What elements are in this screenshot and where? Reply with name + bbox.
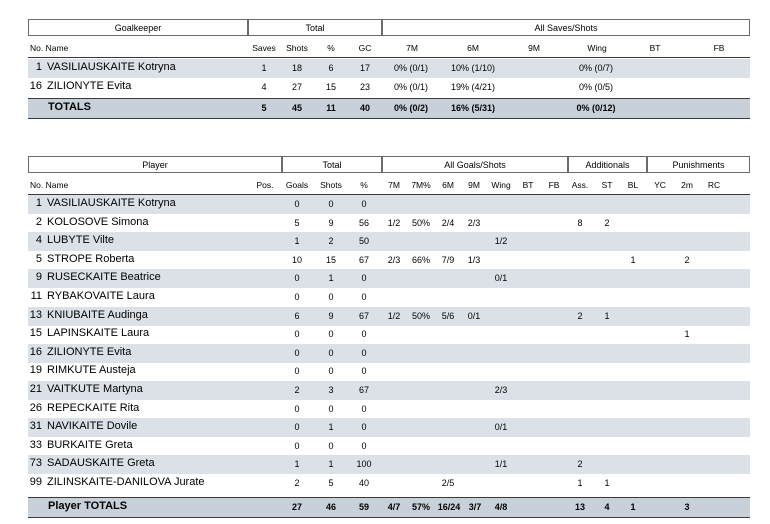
table-row — [28, 214, 750, 233]
cell-gc: 23 — [359, 82, 370, 92]
player-column-header — [28, 180, 750, 194]
col-goals: Goals — [285, 180, 309, 190]
cell-c2m: 1 — [684, 329, 690, 340]
cell-no: 26 — [29, 401, 42, 414]
cell-pct: 67 — [358, 310, 369, 321]
col-fb: FB — [713, 43, 725, 53]
col-6m: 6M — [442, 180, 454, 190]
totals-shots: 45 — [291, 103, 302, 113]
cell-shots: 5 — [328, 478, 334, 488]
cell-goals: 0 — [294, 329, 300, 340]
cell-wing: 2/3 — [494, 385, 508, 395]
col-gc: GC — [358, 43, 372, 53]
cell-c7mpct: 50% — [411, 217, 430, 228]
cell-no: 19 — [29, 364, 42, 377]
cell-ass: 2 — [577, 310, 583, 321]
cell-no: 73 — [29, 457, 42, 470]
table-row — [28, 232, 750, 251]
goalkeeper-column-header — [28, 43, 750, 57]
cell-no: 21 — [29, 383, 42, 395]
totals-7m: 4/7 — [387, 502, 401, 512]
cell-bl: 1 — [630, 254, 636, 265]
group-goalkeeper: Goalkeeper — [28, 19, 248, 36]
table-row — [28, 400, 750, 419]
cell-no: 16 — [29, 80, 42, 92]
cell-no: 9 — [35, 271, 42, 284]
cell-pct: 67 — [358, 254, 369, 265]
col-2m: 2m — [681, 180, 693, 190]
cell-c7m: 2/3 — [387, 254, 401, 265]
cell-name: NAVIKAITE Dovile — [47, 420, 138, 433]
cell-shots: 0 — [328, 366, 334, 377]
cell-shots: 18 — [291, 63, 302, 73]
cell-shots: 0 — [328, 292, 334, 302]
totals-6m: 16/24 — [437, 502, 461, 512]
group-player: Player — [28, 156, 282, 173]
col-shots: Shots — [286, 43, 308, 53]
col-st: ST — [601, 180, 613, 190]
cell-pct: 0 — [361, 347, 367, 358]
cell-wing: 0/1 — [494, 273, 508, 284]
cell-no: 2 — [35, 215, 42, 228]
col-7m: 7M — [406, 43, 418, 53]
cell-no: 99 — [29, 476, 42, 488]
cell-shots: 1 — [328, 459, 334, 470]
cell-saves: 4 — [261, 82, 267, 92]
player-totals-row — [28, 497, 750, 518]
col-no-name: No. Name — [30, 180, 69, 190]
cell-c7mpct: 50% — [411, 310, 430, 321]
cell-pct: 0 — [361, 403, 367, 414]
cell-name: ZILIONYTE Evita — [47, 345, 132, 358]
cell-shots: 9 — [328, 217, 334, 228]
cell-goals: 0 — [294, 347, 300, 358]
goalkeeper-totals-row — [28, 98, 750, 119]
cell-no: 13 — [29, 308, 42, 321]
group-additionals: Additionals — [568, 156, 647, 173]
table-row — [28, 362, 750, 381]
totals-pct: 59 — [358, 502, 369, 512]
cell-c7m: 1/2 — [387, 310, 401, 321]
cell-pct: 6 — [328, 63, 334, 73]
cell-pct: 40 — [358, 478, 369, 488]
cell-c6m: 2/4 — [441, 217, 455, 228]
cell-shots: 0 — [328, 440, 334, 451]
cell-name: ZILIONYTE Evita — [47, 80, 132, 92]
table-row — [28, 195, 750, 214]
cell-goals: 0 — [294, 199, 300, 209]
totals-wing: 4/8 — [494, 502, 508, 512]
cell-goals: 0 — [294, 440, 300, 451]
cell-c9m: 2/3 — [467, 217, 481, 228]
cell-wing: 1/1 — [494, 459, 508, 470]
col-wing: Wing — [587, 43, 607, 53]
totals-7m: 0% (0/2) — [393, 103, 428, 113]
cell-name: RUSECKAITE Beatrice — [47, 271, 161, 284]
cell-goals: 0 — [294, 292, 300, 302]
table-row — [28, 269, 750, 288]
col-pct: % — [327, 43, 335, 53]
col-wing: Wing — [491, 180, 511, 190]
totals-gc: 40 — [359, 103, 370, 113]
cell-pct: 0 — [361, 292, 367, 302]
cell-pct: 0 — [361, 199, 367, 209]
cell-ass: 1 — [577, 478, 583, 488]
cell-goals: 2 — [294, 385, 300, 395]
cell-shots: 0 — [328, 347, 334, 358]
cell-st: 1 — [604, 310, 610, 321]
totals-goals: 27 — [291, 502, 302, 512]
cell-name: VASILIAUSKAITE Kotryna — [47, 61, 176, 73]
col-saves: Saves — [252, 43, 276, 53]
col-bl: BL — [627, 180, 639, 190]
cell-goals: 5 — [294, 217, 300, 228]
totals-bl: 1 — [630, 502, 636, 512]
group-total: Total — [282, 156, 382, 173]
cell-name: ZILINSKAITE-DANILOVA Jurate — [47, 476, 205, 488]
cell-c7m: 0% (0/1) — [393, 63, 428, 73]
cell-shots: 3 — [328, 385, 334, 395]
totals-9m: 3/7 — [468, 502, 482, 512]
col-pct: % — [360, 180, 368, 190]
col-9m: 9M — [468, 180, 480, 190]
cell-pct: 56 — [358, 217, 369, 228]
cell-pct: 67 — [358, 385, 369, 395]
cell-c7m: 0% (0/1) — [393, 82, 428, 92]
cell-pct: 0 — [361, 440, 367, 451]
cell-shots: 1 — [328, 422, 334, 433]
cell-no: 5 — [35, 252, 42, 265]
col-yc: YC — [654, 180, 666, 190]
cell-saves: 1 — [261, 63, 267, 73]
cell-st: 2 — [604, 217, 610, 228]
cell-c6m: 5/6 — [441, 310, 455, 321]
cell-c9m: 1/3 — [467, 254, 481, 265]
cell-no: 1 — [35, 197, 42, 209]
totals-pct: 11 — [326, 103, 336, 113]
cell-name: KOLOSOVE Simona — [47, 215, 149, 228]
cell-name: SADAUSKAITE Greta — [47, 457, 155, 470]
cell-goals: 6 — [294, 310, 300, 321]
player-table — [28, 156, 750, 518]
table-row — [28, 418, 750, 437]
group-all-goals: All Goals/Shots — [382, 156, 568, 173]
cell-shots: 0 — [328, 199, 334, 209]
cell-name: VAITKUTE Martyna — [47, 383, 143, 395]
cell-c9m: 0/1 — [467, 310, 481, 321]
table-row — [28, 455, 750, 474]
cell-goals: 0 — [294, 403, 300, 414]
group-total: Total — [248, 19, 382, 36]
cell-shots: 0 — [328, 403, 334, 414]
cell-c7mpct: 66% — [411, 254, 430, 265]
cell-pct: 15 — [325, 82, 336, 92]
table-row — [28, 59, 750, 78]
cell-no: 33 — [29, 438, 42, 451]
table-row — [28, 474, 750, 493]
cell-pct: 0 — [361, 329, 367, 340]
col-9m: 9M — [528, 43, 540, 53]
cell-c6m: 2/5 — [441, 478, 455, 488]
cell-name: LUBYTE Vilte — [47, 234, 115, 247]
totals-ass: 13 — [574, 502, 585, 512]
cell-shots: 9 — [328, 310, 334, 321]
cell-pct: 100 — [356, 459, 372, 470]
cell-name: RIMKUTE Austeja — [47, 364, 136, 377]
cell-goals: 0 — [294, 366, 300, 377]
cell-no: 16 — [29, 345, 42, 358]
cell-goals: 0 — [294, 273, 300, 284]
totals-7mpct: 57% — [411, 502, 430, 512]
cell-wing: 0% (0/5) — [578, 82, 613, 92]
cell-goals: 1 — [294, 236, 300, 247]
cell-no: 4 — [35, 234, 42, 247]
cell-gc: 17 — [359, 63, 370, 73]
cell-wing: 0% (0/7) — [578, 63, 613, 73]
cell-pct: 50 — [358, 236, 369, 247]
cell-name: LAPINSKAITE Laura — [47, 327, 150, 340]
cell-no: 31 — [29, 420, 42, 433]
cell-wing: 0/1 — [494, 422, 508, 433]
col-shots: Shots — [320, 180, 342, 190]
cell-goals: 2 — [294, 478, 300, 488]
goalkeeper-header-rule — [28, 57, 750, 58]
cell-no: 11 — [30, 290, 42, 302]
cell-pct: 0 — [361, 366, 367, 377]
cell-no: 1 — [35, 61, 42, 73]
col-6m: 6M — [467, 43, 479, 53]
goalkeeper-group-header — [28, 19, 750, 36]
table-row — [28, 307, 750, 326]
col-ass: Ass. — [571, 180, 589, 190]
cell-no: 15 — [29, 327, 42, 340]
totals-2m: 3 — [684, 502, 690, 512]
totals-saves: 5 — [261, 103, 267, 113]
cell-name: KNIUBAITE Audinga — [47, 308, 148, 321]
cell-name: REPECKAITE Rita — [47, 401, 140, 414]
cell-pct: 0 — [361, 273, 367, 284]
cell-goals: 0 — [294, 422, 300, 433]
col-bt: BT — [522, 180, 534, 190]
table-row — [28, 288, 750, 307]
col-fb: FB — [548, 180, 560, 190]
cell-shots: 0 — [328, 329, 334, 340]
cell-c2m: 2 — [684, 254, 690, 265]
totals-label: TOTALS — [48, 101, 91, 113]
table-row — [28, 78, 750, 97]
cell-shots: 15 — [325, 254, 336, 265]
cell-pct: 0 — [361, 422, 367, 433]
cell-ass: 2 — [577, 459, 583, 470]
group-punishments: Punishments — [647, 156, 750, 173]
table-row — [28, 344, 750, 363]
col-bt: BT — [649, 43, 661, 53]
totals-label: Player TOTALS — [48, 500, 128, 512]
group-all-saves: All Saves/Shots — [382, 19, 750, 36]
cell-wing: 1/2 — [494, 236, 508, 247]
col-no-name: No. Name — [30, 43, 69, 53]
table-row — [28, 437, 750, 456]
player-group-header — [28, 156, 750, 173]
cell-shots: 1 — [328, 273, 334, 284]
cell-ass: 8 — [577, 217, 583, 228]
totals-wing: 0% (0/12) — [576, 103, 616, 113]
totals-st: 4 — [604, 502, 610, 512]
col-7m: 7M — [388, 180, 400, 190]
cell-c6m: 10% (1/10) — [450, 63, 496, 73]
col-7mpct: 7M% — [411, 180, 431, 190]
cell-shots: 27 — [291, 82, 302, 92]
table-row — [28, 325, 750, 344]
totals-shots: 46 — [325, 502, 336, 512]
cell-name: VASILIAUSKAITE Kotryna — [47, 197, 176, 209]
cell-c6m: 7/9 — [441, 254, 455, 265]
goalkeeper-table — [28, 19, 750, 119]
table-row — [28, 251, 750, 270]
totals-6m: 16% (5/31) — [450, 103, 496, 113]
cell-shots: 2 — [328, 236, 334, 247]
col-pos: Pos. — [256, 180, 274, 190]
cell-name: STROPE Roberta — [47, 252, 135, 265]
cell-goals: 10 — [291, 254, 302, 265]
cell-goals: 1 — [294, 459, 300, 470]
cell-name: BURKAITE Greta — [47, 438, 133, 451]
cell-name: RYBAKOVAITE Laura — [47, 290, 155, 302]
cell-c6m: 19% (4/21) — [450, 82, 496, 92]
cell-st: 1 — [604, 478, 610, 488]
table-row — [28, 381, 750, 400]
cell-c7m: 1/2 — [387, 217, 401, 228]
col-rc: RC — [707, 180, 721, 190]
